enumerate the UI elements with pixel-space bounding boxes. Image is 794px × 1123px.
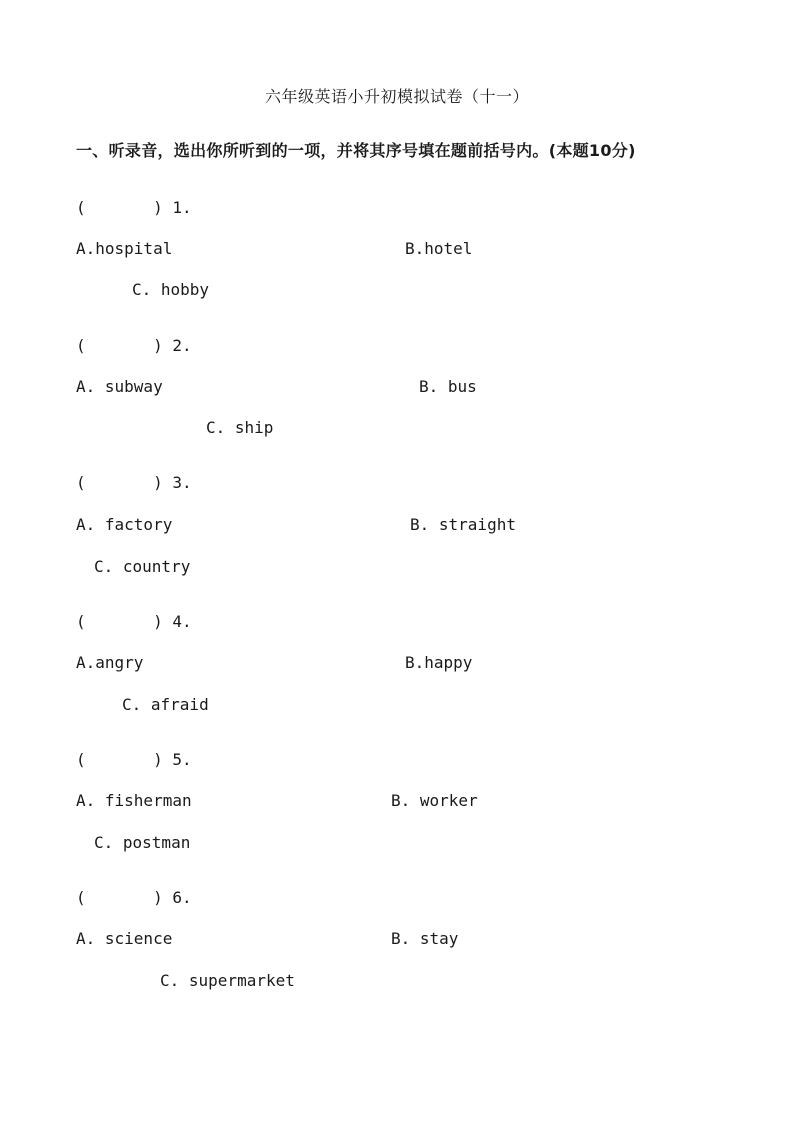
page-title: 六年级英语小升初模拟试卷（十一） <box>264 87 529 106</box>
question-4-option-b: B.happy <box>405 653 473 672</box>
question-5-option-c: C. postman <box>94 833 191 852</box>
question-2-option-b: B. bus <box>419 377 477 396</box>
section-heading: 一、听录音，选出你所听到的一项，并将其序号填在题前括号内。(本题10分) <box>76 141 636 160</box>
question-5-number: ( ) 5. <box>76 750 192 769</box>
question-4-number: ( ) 4. <box>76 612 192 631</box>
question-1-option-b: B.hotel <box>405 239 473 258</box>
question-4-option-c: C. afraid <box>122 695 209 714</box>
question-4-option-a: A.angry <box>76 653 144 672</box>
question-5-option-a: A. fisherman <box>76 791 192 810</box>
question-3-option-a: A. factory <box>76 515 173 534</box>
question-1-option-c: C. hobby <box>132 280 210 299</box>
question-6-option-c: C. supermarket <box>160 971 295 990</box>
question-3-option-c: C. country <box>94 557 191 576</box>
question-2-number: ( ) 2. <box>76 336 192 355</box>
question-6-option-a: A. science <box>76 929 173 948</box>
question-3-number: ( ) 3. <box>76 473 192 492</box>
question-2-option-a: A. subway <box>76 377 163 396</box>
question-6-option-b: B. stay <box>391 929 459 948</box>
question-3-option-b: B. straight <box>410 515 516 534</box>
question-1-option-a: A.hospital <box>76 239 173 258</box>
question-2-option-c: C. ship <box>206 418 274 437</box>
question-5-option-b: B. worker <box>391 791 478 810</box>
question-1-number: ( ) 1. <box>76 198 192 217</box>
question-6-number: ( ) 6. <box>76 888 192 907</box>
